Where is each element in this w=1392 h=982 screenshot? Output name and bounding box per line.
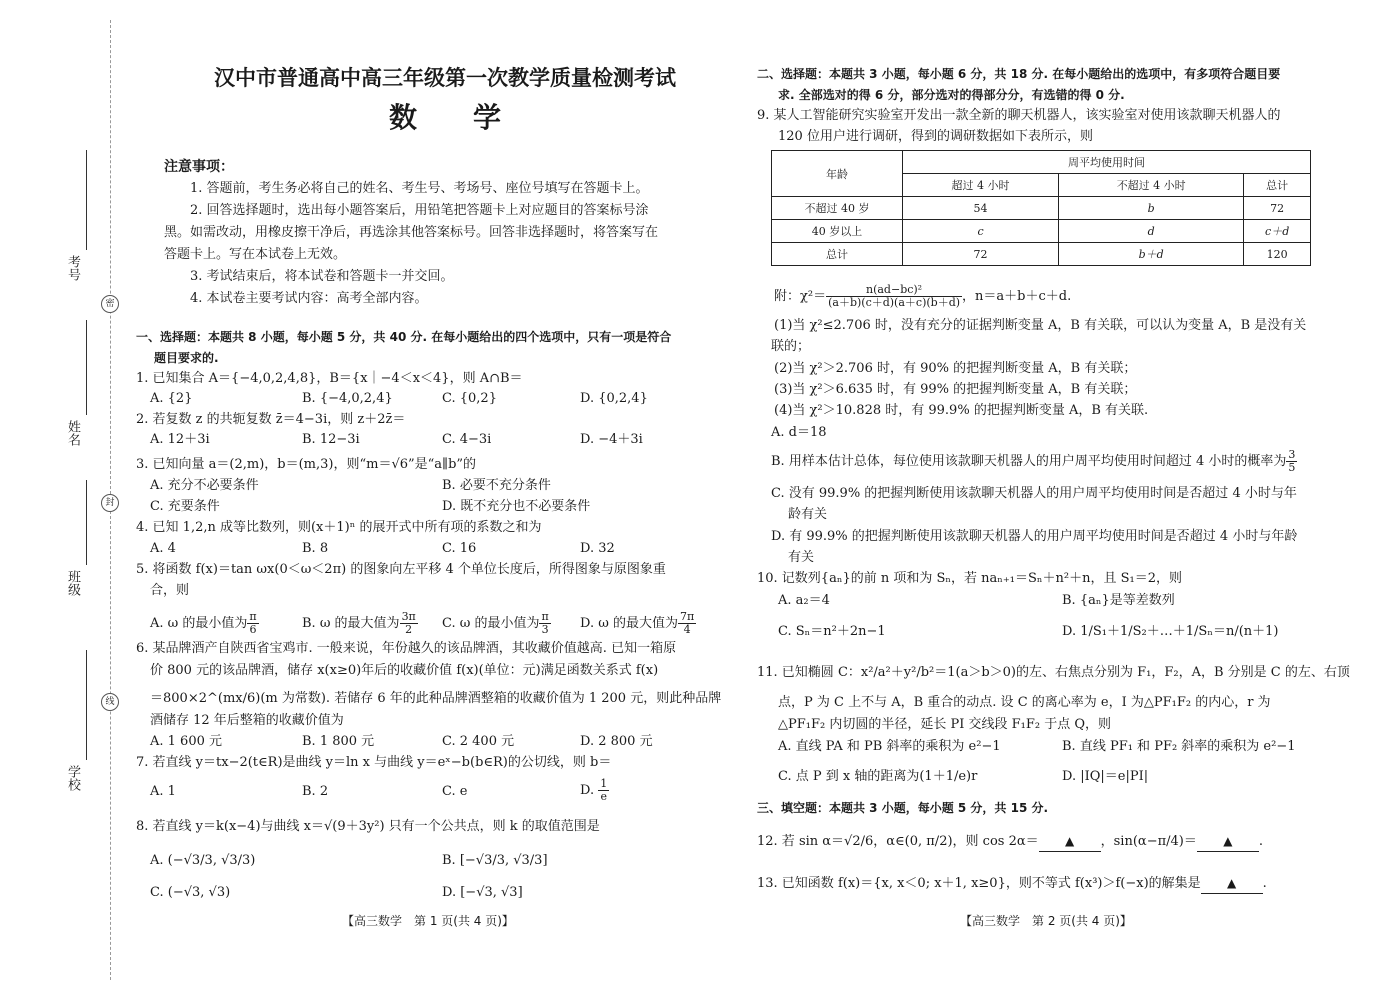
q8-option-b: B. [−√3/3, √3/3] bbox=[442, 853, 548, 868]
seal-mark-feng: 封 bbox=[101, 494, 119, 512]
q5-option-d: D. ω 的最大值为 $\frac{7\pi}{4}$ bbox=[580, 610, 695, 636]
q2-option-c: C. 4−3i bbox=[442, 432, 492, 447]
q7-stem: 7. 若直线 y＝tx−2(t∈R)是曲线 y＝ln x 与曲线 y＝eˣ−b(b∈R)的公切线，则 b＝ bbox=[136, 755, 612, 770]
table-header-age: 年龄 bbox=[772, 151, 903, 197]
table-row bbox=[772, 197, 1311, 220]
q3-option-c: C. 充要条件 bbox=[150, 499, 220, 514]
field-school-line bbox=[86, 650, 87, 760]
q7-option-c: C. e bbox=[442, 784, 468, 799]
section3-heading: 三、填空题：本题共 3 小题，每小题 5 分，共 15 分. bbox=[757, 801, 1049, 815]
q12-answer-blank-2[interactable]: ▲ bbox=[1197, 832, 1259, 852]
q9-note: 联的； bbox=[771, 339, 811, 354]
q4-option-d: D. 32 bbox=[580, 541, 615, 556]
q6-stem-cont: ＝800×2^(mx/6)(m 为常数). 若储存 6 年的此种品牌酒整箱的收藏价值为 1 200 元，则此种品牌 bbox=[150, 691, 722, 706]
seal-mark-mi: 密 bbox=[101, 295, 119, 313]
q3-option-d: D. 既不充分也不必要条件 bbox=[442, 499, 591, 514]
table-cell: 54 bbox=[903, 197, 1059, 220]
q9-option-c: C. 没有 99.9% 的把握判断使用该款聊天机器人的用户周平均使用时间是否超过 4 小时与年 bbox=[771, 486, 1297, 501]
q4-option-b: B. 8 bbox=[302, 541, 329, 556]
q9-note: (3)当 χ²＞6.635 时，有 99% 的把握判断变量 A，B 有关联； bbox=[774, 382, 1137, 397]
table-cell: 72 bbox=[903, 243, 1059, 266]
table-cell: b bbox=[1059, 197, 1244, 220]
q3-option-a: A. 充分不必要条件 bbox=[150, 478, 259, 493]
q11-option-a: A. 直线 PA 和 PB 斜率的乘积为 e²−1 bbox=[778, 739, 1001, 754]
q1-stem: 1. 已知集合 A＝{−4,0,2,4,8}，B＝{x｜−4＜x＜4}，则 A∩B＝ bbox=[136, 371, 523, 386]
table-col-header: 超过 4 小时 bbox=[903, 174, 1059, 197]
q4-stem: 4. 已知 1,2,n 成等比数列，则(x＋1)ⁿ 的展开式中所有项的系数之和为 bbox=[136, 520, 542, 535]
q11-option-b: B. 直线 PF₁ 和 PF₂ 斜率的乘积为 e²−1 bbox=[1062, 739, 1296, 754]
q6-option-d: D. 2 800 元 bbox=[580, 734, 653, 749]
q1-option-b: B. {−4,0,2,4} bbox=[302, 391, 393, 406]
table-cell: 总计 bbox=[772, 243, 903, 266]
q8-option-d: D. [−√3, √3] bbox=[442, 885, 523, 900]
q10-option-a: A. a₂＝4 bbox=[778, 593, 830, 608]
field-school-label: 学校 bbox=[65, 765, 80, 791]
table-col-header: 不超过 4 小时 bbox=[1059, 174, 1244, 197]
q10-stem: 10. 记数列{aₙ}的前 n 项和为 Sₙ，若 naₙ₊₁＝Sₙ＋n²＋n，且 S₁＝2，则 bbox=[757, 571, 1182, 586]
notice-item: 1. 答题前，考生务必将自己的姓名、考生号、考场号、座位号填写在答题卡上。 bbox=[190, 181, 649, 196]
footer-left-page-number: 【高三数学 第 1 页(共 4 页)】 bbox=[342, 914, 514, 928]
table-cell: 72 bbox=[1244, 197, 1311, 220]
footer-right-page-number: 【高三数学 第 2 页(共 4 页)】 bbox=[960, 914, 1132, 928]
notice-item: 4. 本试卷主要考试内容：高考全部内容。 bbox=[190, 291, 428, 306]
notice-item: 答题卡上。写在本试卷上无效。 bbox=[164, 247, 347, 262]
q13-answer-blank[interactable]: ▲ bbox=[1201, 874, 1263, 894]
q4-option-a: A. 4 bbox=[150, 541, 176, 556]
q9-option-d-cont: 有关 bbox=[788, 550, 815, 565]
q6-option-a: A. 1 600 元 bbox=[150, 734, 223, 749]
table-row bbox=[772, 220, 1311, 243]
q6-stem-cont: 酒储存 12 年后整箱的收藏价值为 bbox=[150, 713, 344, 728]
q6-option-b: B. 1 800 元 bbox=[302, 734, 375, 749]
notice-heading: 注意事项： bbox=[164, 159, 234, 175]
table-row bbox=[772, 243, 1311, 266]
table-cell: c bbox=[903, 220, 1059, 243]
q9-stem: 9. 某人工智能研究实验室开发出一款全新的聊天机器人，该实验室对使用该款聊天机器人的 bbox=[757, 108, 1281, 123]
q12-stem: 12. 若 sin α＝√2/6，α∈(0, π/2)，则 cos 2α＝ ▲ ，sin(α−π/4)＝ ▲ . bbox=[757, 832, 1263, 852]
q11-option-c: C. 点 P 到 x 轴的距离为(1＋1/e)r bbox=[778, 769, 978, 784]
q9-note: (1)当 χ²≤2.706 时，没有充分的证据判断变量 A，B 有关联，可以认为变量 A，B 是没有关 bbox=[774, 318, 1307, 333]
q1-option-a: A. {2} bbox=[150, 391, 193, 406]
q5-stem-cont: 合，则 bbox=[150, 583, 190, 598]
table-cell: d bbox=[1059, 220, 1244, 243]
q4-option-c: C. 16 bbox=[442, 541, 477, 556]
q9-option-d: D. 有 99.9% 的把握判断使用该款聊天机器人的用户周平均使用时间是否超过 4 小时与年龄 bbox=[771, 529, 1298, 544]
q3-option-b: B. 必要不充分条件 bbox=[442, 478, 551, 493]
q6-stem-cont: 价 800 元的该品牌酒，储存 x(x≥0)年后的收藏价值 f(x)(单位：元)满足函数关系式 f(x) bbox=[150, 663, 659, 678]
q6-option-c: C. 2 400 元 bbox=[442, 734, 515, 749]
q8-option-c: C. (−√3, √3) bbox=[150, 885, 231, 900]
field-class-line bbox=[86, 480, 87, 565]
notice-item: 黑。如需改动，用橡皮擦干净后，再选涂其他答案标号。回答非选择题时，将答案写在 bbox=[164, 225, 659, 240]
section2-heading: 二、选择题：本题共 3 小题，每小题 6 分，共 18 分. 在每小题给出的选项中，有多项符合题目要 bbox=[757, 67, 1281, 81]
q1-option-d: D. {0,2,4} bbox=[580, 391, 648, 406]
q7-option-a: A. 1 bbox=[150, 784, 176, 799]
q11-stem: 11. 已知椭圆 C：x²/a²＋y²/b²＝1(a＞b＞0)的左、右焦点分别为 F₁，F₂，A，B 分别是 C 的左、右顶 bbox=[757, 665, 1350, 680]
q2-option-a: A. 12＋3i bbox=[150, 432, 210, 447]
q7-option-d: D. $\frac{1}{e}$ bbox=[580, 777, 608, 803]
q9-note: (4)当 χ²＞10.828 时，有 99.9% 的把握判断变量 A，B 有关联. bbox=[774, 403, 1149, 418]
q9-option-b: B. 用样本估计总体，每位使用该款聊天机器人的用户周平均使用时间超过 4 小时的概率为 $\frac{3}{5}$ bbox=[771, 448, 1296, 474]
q12-answer-blank-1[interactable]: ▲ bbox=[1039, 832, 1101, 852]
q9-data-table bbox=[771, 150, 1311, 266]
q3-stem: 3. 已知向量 a＝(2,m)，b＝(m,3)，则“m＝√6”是“a∥b”的 bbox=[136, 457, 477, 472]
q9-option-a: A. d＝18 bbox=[771, 425, 827, 440]
section1-heading: 一、选择题：本题共 8 小题，每小题 5 分，共 40 分. 在每小题给出的四个选项中，只有一项是符合 bbox=[136, 330, 672, 344]
field-name-line bbox=[86, 320, 87, 415]
q9-note: (2)当 χ²＞2.706 时，有 90% 的把握判断变量 A，B 有关联； bbox=[774, 361, 1137, 376]
q7-option-b: B. 2 bbox=[302, 784, 329, 799]
q8-option-a: A. (−√3/3, √3/3) bbox=[150, 853, 256, 868]
q2-stem: 2. 若复数 z 的共轭复数 z̄＝4−3i，则 z＋2z̄＝ bbox=[136, 412, 406, 427]
q10-option-c: C. Sₙ＝n²＋2n−1 bbox=[778, 624, 886, 639]
q9-stem-cont: 120 位用户进行调研，得到的调研数据如下表所示，则 bbox=[778, 129, 1093, 144]
field-exam-number-label: 考号 bbox=[65, 255, 80, 281]
q6-stem: 6. 某品牌酒产自陕西省宝鸡市. 一般来说，年份越久的该品牌酒，其收藏价值越高. 已知一箱原 bbox=[136, 641, 677, 656]
section2-heading-cont: 求. 全部选对的得 6 分，部分选对的得部分分，有选错的得 0 分. bbox=[778, 88, 1125, 102]
table-col-header: 总计 bbox=[1244, 174, 1311, 197]
field-exam-number-line bbox=[86, 150, 87, 250]
q10-option-d: D. 1/S₁＋1/S₂＋…＋1/Sₙ＝n/(n＋1) bbox=[1062, 624, 1279, 639]
q8-stem: 8. 若直线 y＝k(x−4)与曲线 x＝√(9＋3y²) 只有一个公共点，则 k 的取值范围是 bbox=[136, 819, 600, 834]
q13-stem: 13. 已知函数 f(x)＝{x, x＜0; x＋1, x≥0}，则不等式 f(x³)＞f(−x)的解集是 ▲ . bbox=[757, 874, 1267, 894]
table-header-group: 周平均使用时间 bbox=[903, 151, 1311, 174]
q11-stem-cont: 点，P 为 C 上不与 A，B 重合的动点. 设 C 的离心率为 e，I 为△PF₁F₂ 的内心，r 为 bbox=[778, 695, 1271, 710]
subject-title: 数 学 bbox=[388, 101, 501, 134]
section1-heading-cont: 题目要求的. bbox=[154, 351, 219, 365]
field-name-label: 姓名 bbox=[65, 420, 80, 446]
q11-option-d: D. |IQ|＝e|PI| bbox=[1062, 769, 1149, 784]
table-cell: 40 岁以上 bbox=[772, 220, 903, 243]
notice-item: 2. 回答选择题时，选出每小题答案后，用铅笔把答题卡上对应题目的答案标号涂 bbox=[190, 203, 649, 218]
q5-option-a: A. ω 的最小值为 $\frac{\pi}{6}$ bbox=[150, 610, 257, 636]
notice-item: 3. 考试结束后，将本试卷和答题卡一并交回。 bbox=[190, 269, 454, 284]
q11-stem-cont: △PF₁F₂ 内切圆的半径，延长 PI 交线段 F₁F₂ 于点 Q，则 bbox=[778, 717, 1112, 732]
q10-option-b: B. {aₙ}是等差数列 bbox=[1062, 593, 1175, 608]
seal-mark-xian: 线 bbox=[101, 693, 119, 711]
field-class-label: 班级 bbox=[65, 570, 80, 596]
q1-option-c: C. {0,2} bbox=[442, 391, 497, 406]
q5-option-b: B. ω 的最大值为 $\frac{3\pi}{2}$ bbox=[302, 610, 416, 636]
q9-option-c-cont: 龄有关 bbox=[788, 507, 828, 522]
q2-option-b: B. 12−3i bbox=[302, 432, 360, 447]
table-cell: c＋d bbox=[1244, 220, 1311, 243]
exam-title: 汉中市普通高中高三年级第一次教学质量检测考试 bbox=[214, 66, 676, 90]
q5-option-c: C. ω 的最小值为 $\frac{\pi}{3}$ bbox=[442, 610, 549, 636]
q5-stem: 5. 将函数 f(x)＝tan ωx(0＜ω＜2π) 的图象向左平移 4 个单位长度后，所得图象与原图象重 bbox=[136, 562, 666, 577]
table-cell: 120 bbox=[1244, 243, 1311, 266]
q9-chi-square-formula: 附：χ²＝ $\frac{\text{n(ad−bc)²}}{(a+b)(c+d)(a+c)(b+d)}$ ，n＝a＋b＋c＋d. bbox=[774, 283, 1072, 309]
q2-option-d: D. −4＋3i bbox=[580, 432, 643, 447]
table-cell: b＋d bbox=[1059, 243, 1244, 266]
table-cell: 不超过 40 岁 bbox=[772, 197, 903, 220]
